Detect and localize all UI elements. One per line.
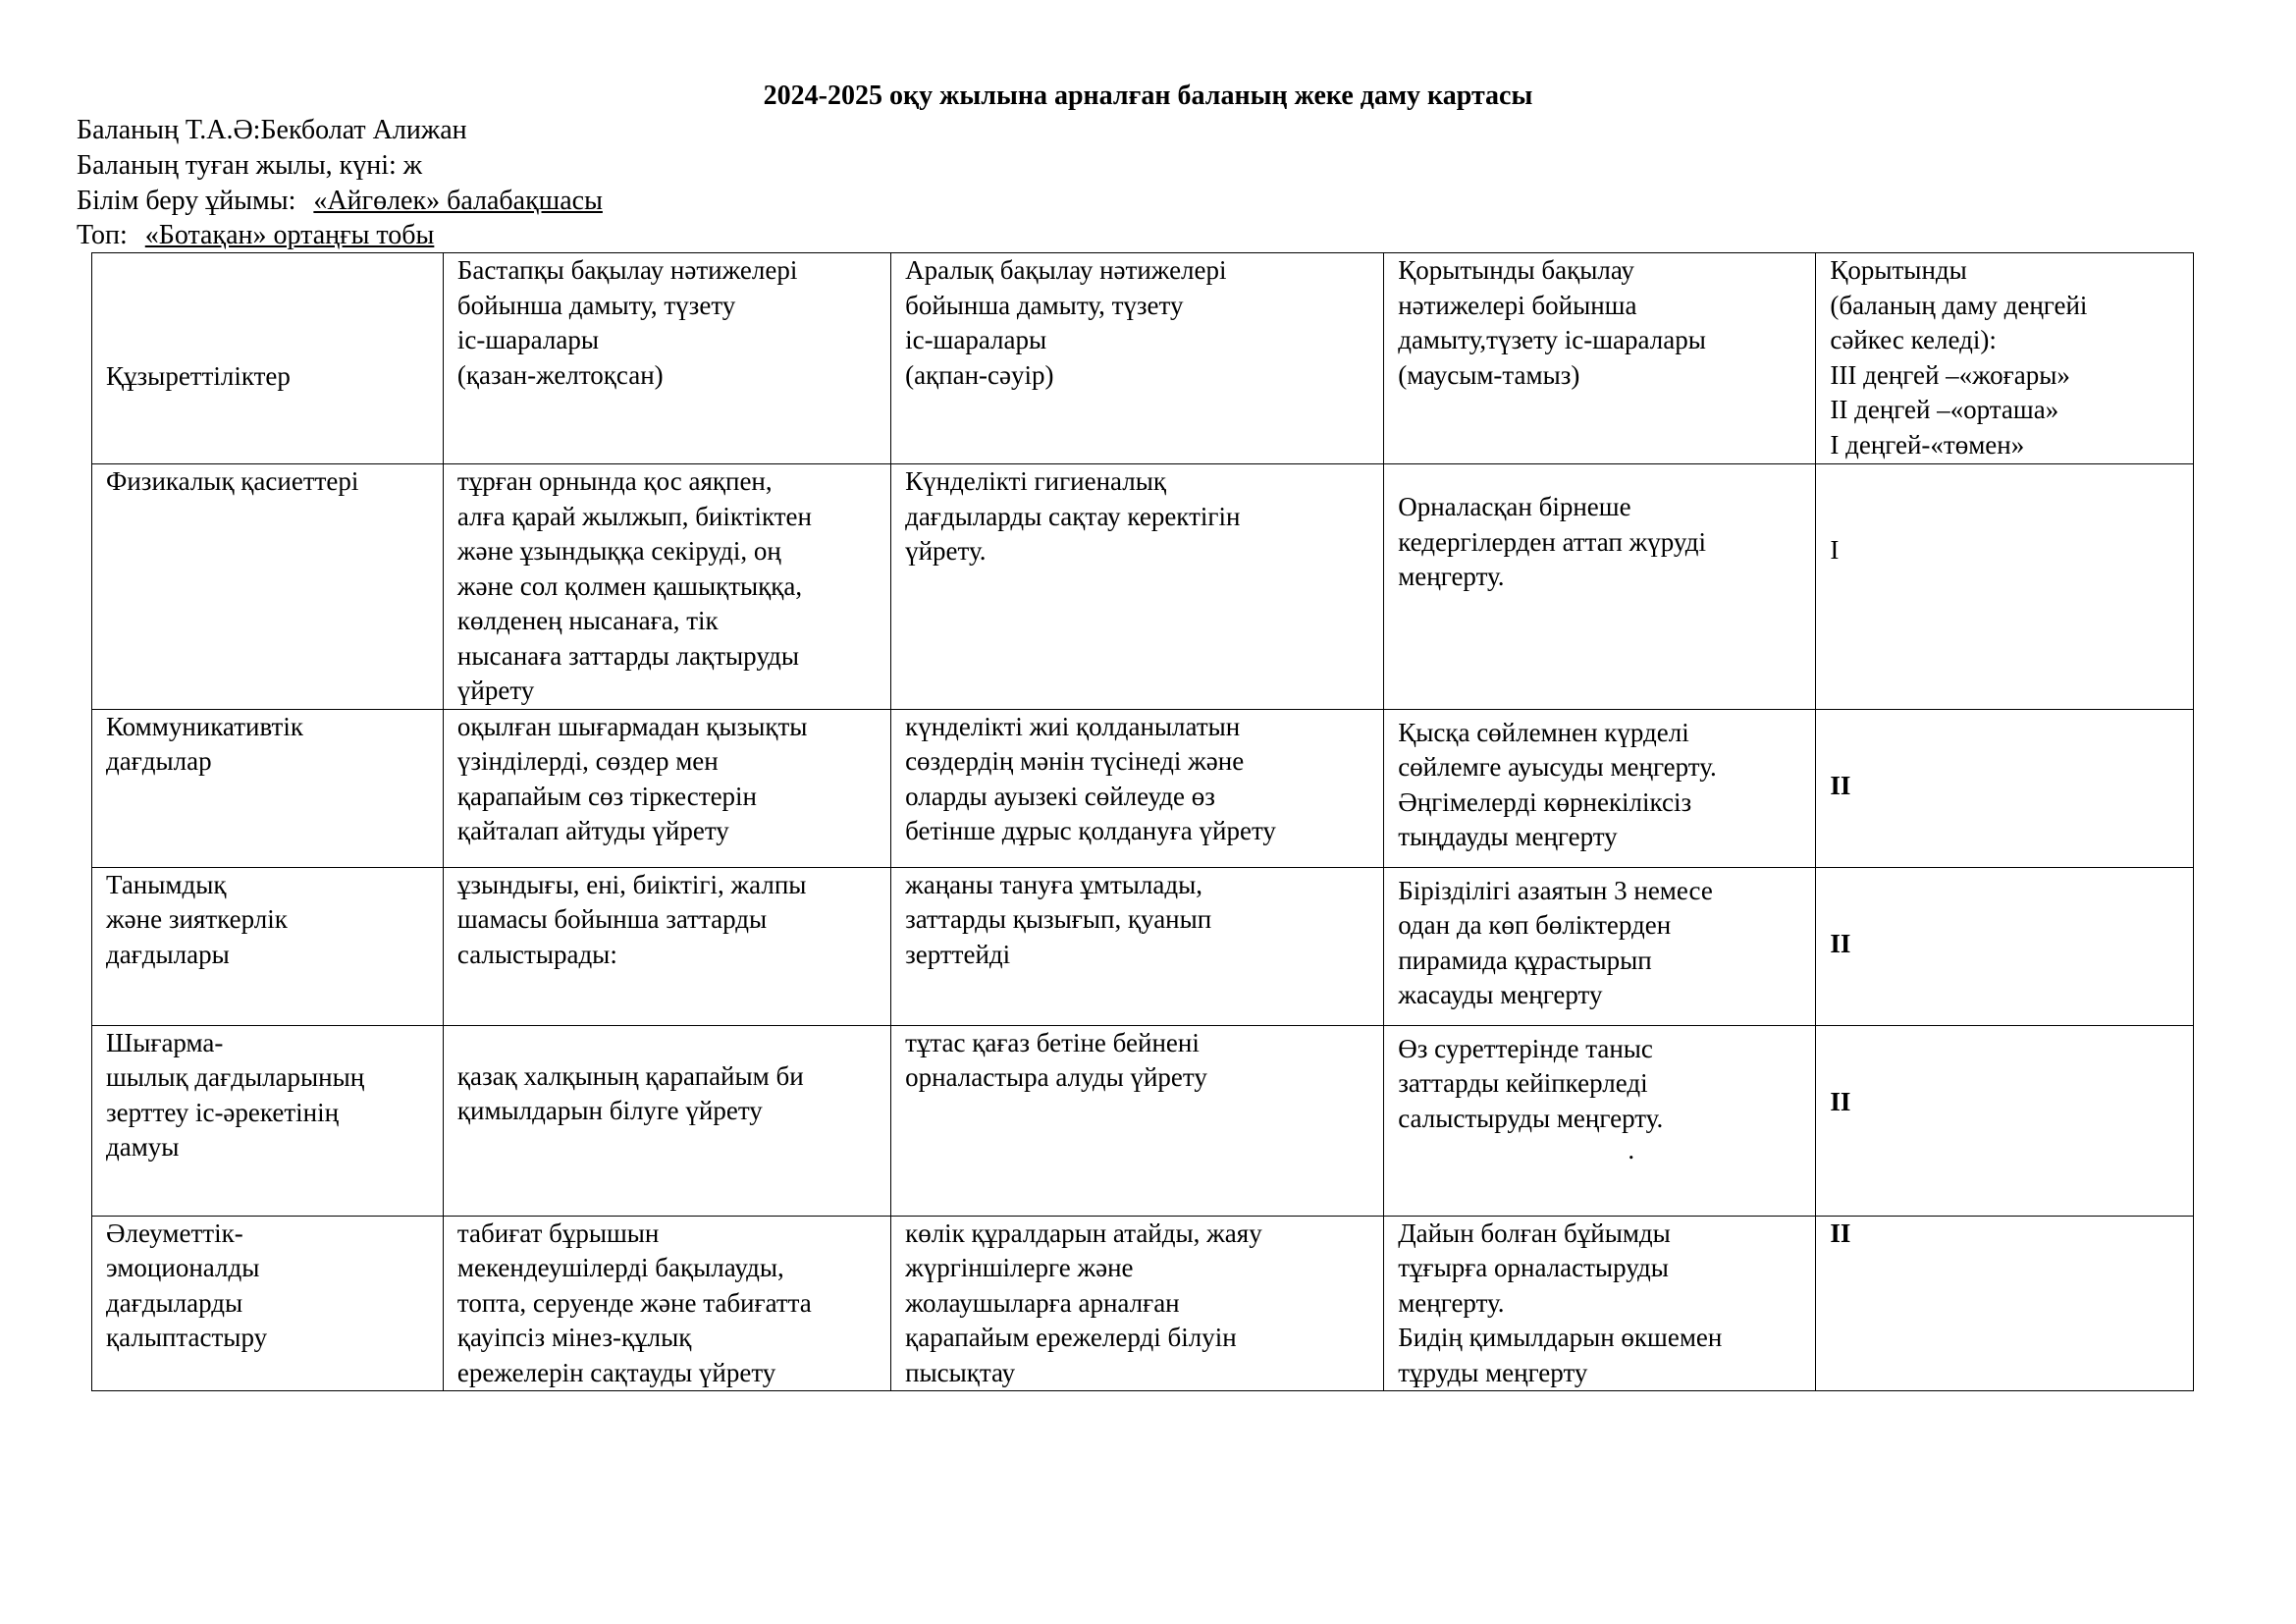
competency-cell: Коммуникативтік дағдылар bbox=[92, 709, 444, 867]
final-cell: Қысқа сөйлемнен күрделі сөйлемге ауысуды меңгерту. Әңгімелерді көрнекіліксіз тыңдауды меңгерту bbox=[1384, 709, 1816, 867]
table-row bbox=[92, 1025, 2194, 1216]
header-initial-monitoring: Бастапқы бақылау нәтижелері бойынша дамыту, түзету іс-шаралары (қазан-желтоқсан) bbox=[443, 253, 890, 464]
initial-cell: оқылған шығармадан қызықты үзінділерді, сөздер мен қарапайым сөз тіркестерін қайталап айтуды үйрету bbox=[443, 709, 890, 867]
birth-label: Баланың туған жылы, күні: bbox=[77, 150, 397, 181]
intermediate-cell: көлік құралдарын атайды, жаяу жүргіншілерге және жолаушыларға арналған қарапайым ережелерді білуін пысықтау bbox=[891, 1216, 1384, 1391]
initial-cell: қазақ халқының қарапайым би қимылдарын білуге үйрету bbox=[443, 1025, 890, 1216]
intermediate-cell: тұтас қағаз бетіне бейнені орналастыра алуды үйрету bbox=[891, 1025, 1384, 1216]
final-cell: Біріздiлiгi азаятын 3 немесе одан да көп бөліктерден пирамида құрастырып жасауды меңгерту bbox=[1384, 867, 1816, 1025]
organization-line bbox=[77, 185, 603, 218]
table-header-row bbox=[92, 253, 2194, 464]
level-cell: II bbox=[1816, 709, 2194, 867]
competency-cell: Әлеуметтік- эмоционалды дағдыларды қалыптастыру bbox=[92, 1216, 444, 1391]
initial-cell: табиғат бұрышын мекендеушілерді бақылауды, топта, серуенде және табиғатта қауіпсіз мінез-құлық ережелерін сақтауды үйрету bbox=[443, 1216, 890, 1391]
initial-cell: тұрған орнында қос аяқпен, алға қарай жылжып, биіктіктен және ұзындыққа секіруді, оң және сол қолмен қашықтыққа, көлденең нысанаға, тік нысанаға заттарды лақтыруды үйрету bbox=[443, 464, 890, 710]
level-cell: II bbox=[1816, 1216, 2194, 1391]
final-text: Өз суреттерінде таныс заттарды кейіпкерледі салыстыруды меңгерту. bbox=[1398, 1033, 1664, 1133]
header-intermediate-monitoring: Аралық бақылау нәтижелері бойынша дамыту, түзету іс-шаралары (ақпан-сәуір) bbox=[891, 253, 1384, 464]
level-cell: II bbox=[1816, 867, 2194, 1025]
header-conclusion: Қорытынды (баланың даму деңгейі сәйкес келеді): III деңгей –«жоғары» II деңгей –«орташа» I деңгей-«төмен» bbox=[1816, 253, 2194, 464]
child-name-line bbox=[77, 114, 467, 147]
table-row bbox=[92, 1216, 2194, 1391]
table-row bbox=[92, 867, 2194, 1025]
final-cell: Дайын болған бұйымды тұғырға орналастыруды меңгерту. Бидің қимылдарын өкшемен тұруды меңгерту bbox=[1384, 1216, 1816, 1391]
intermediate-cell: Күнделікті гигиеналық дағдыларды сақтау керектігін үйрету. bbox=[891, 464, 1384, 710]
child-name-label: Баланың Т.А.Ә: bbox=[77, 115, 261, 145]
final-dot: . bbox=[1628, 1135, 1635, 1164]
competency-cell: Физикалық қасиеттері bbox=[92, 464, 444, 710]
final-cell bbox=[1384, 1025, 1816, 1216]
intermediate-cell: жаңаны тануға ұмтылады, заттарды қызығып, қуанып зерттейді bbox=[891, 867, 1384, 1025]
group-label: Топ: bbox=[77, 220, 128, 250]
header-competencies: Құзыреттіліктер bbox=[92, 253, 444, 464]
competency-cell: Шығарма- шылық дағдыларының зерттеу іс-әрекетінің дамуы bbox=[92, 1025, 444, 1216]
development-card-table bbox=[91, 252, 2194, 1391]
level-cell: II bbox=[1816, 1025, 2194, 1216]
organization-value: «Айгөлек» балабақшасы bbox=[313, 186, 603, 216]
group-line bbox=[77, 219, 434, 252]
final-cell: Орналасқан бірнеше кедергілерден аттап жүруді меңгерту. bbox=[1384, 464, 1816, 710]
birth-value: ж bbox=[402, 150, 423, 181]
birth-line bbox=[77, 149, 422, 183]
child-name-value: Бекболат Алижан bbox=[260, 115, 467, 145]
organization-label: Білім беру ұйымы: bbox=[77, 186, 296, 216]
competency-cell: Танымдық және зияткерлік дағдылары bbox=[92, 867, 444, 1025]
header-final-monitoring: Қорытынды бақылау нәтижелері бойынша дамыту,түзету іс-шаралары (маусым-тамыз) bbox=[1384, 253, 1816, 464]
document-title: 2024-2025 оқу жылына арналған баланың жеке даму картасы bbox=[763, 81, 1533, 111]
intermediate-cell: күнделікті жиі қолданылатын сөздердің мәнін түсінеді және оларды ауызекі сөйлеуде өз бетінше дұрыс қолдануға үйрету bbox=[891, 709, 1384, 867]
group-value: «Ботақан» ортаңғы тобы bbox=[144, 220, 435, 250]
table-row bbox=[92, 709, 2194, 867]
level-cell: I bbox=[1816, 464, 2194, 710]
initial-cell: ұзындығы, ені, биіктігі, жалпы шамасы бойынша заттарды салыстырады: bbox=[443, 867, 890, 1025]
table-row bbox=[92, 464, 2194, 710]
